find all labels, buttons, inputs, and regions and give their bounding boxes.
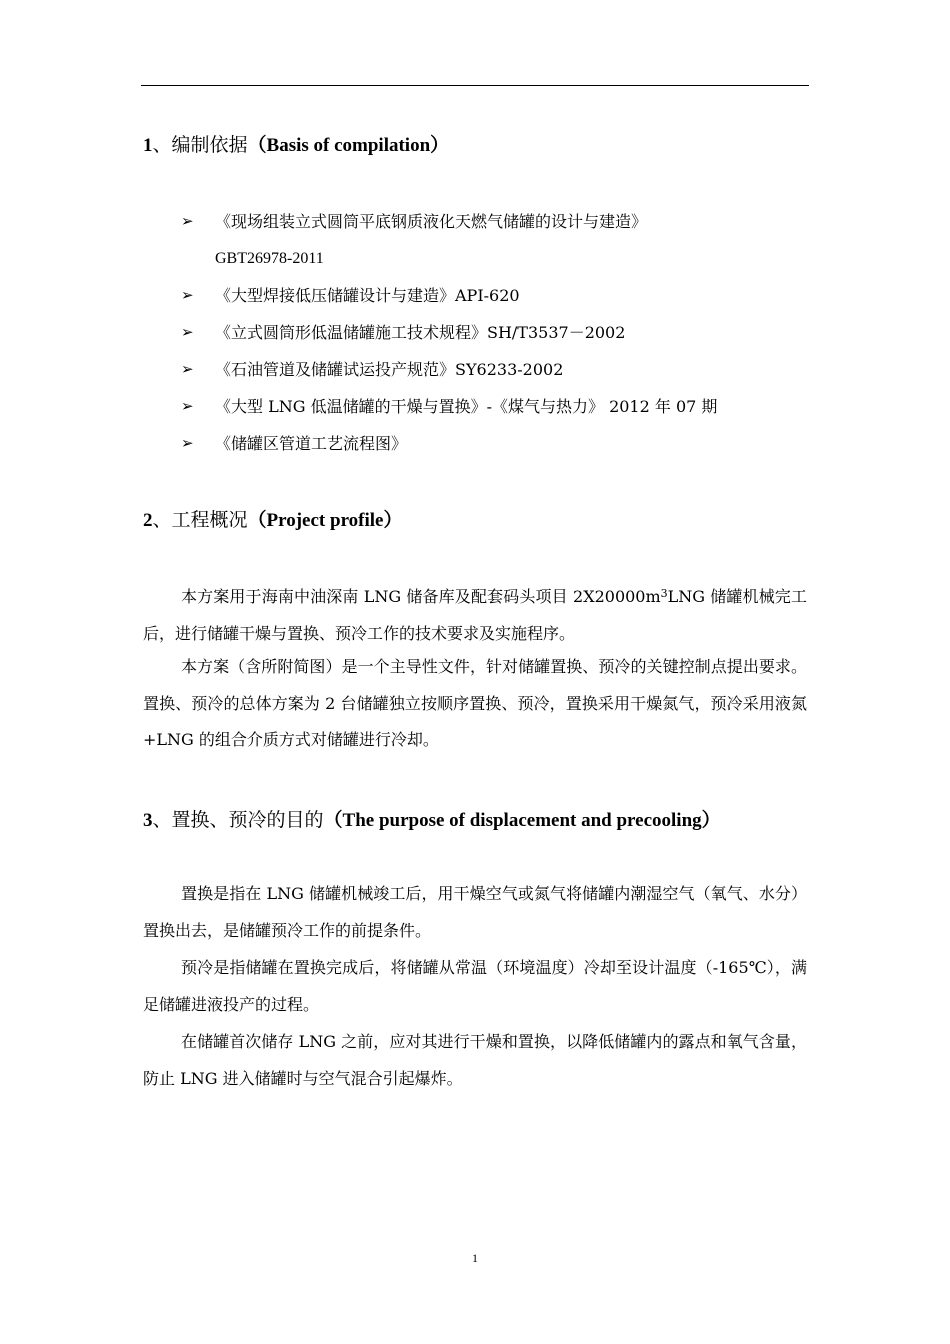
arrow-bullet-icon: ➢ xyxy=(181,397,194,415)
section-1-heading xyxy=(143,130,449,157)
section-3-title: 置换、预冷的目的 xyxy=(171,809,324,831)
reference-item xyxy=(143,425,807,462)
page-number: 1 xyxy=(472,1251,478,1265)
reference-text: 《现场组装立式圆筒平底钢质液化天燃气储罐的设计与建造》 xyxy=(215,212,648,231)
section-2-title-en: （Project profile） xyxy=(247,510,403,531)
reference-item xyxy=(143,351,807,388)
section-3-paragraph-2: 预冷是指储罐在置换完成后，将储罐从常温（环境温度）冷却至设计温度（-165℃），满足储罐进液投产的过程。 xyxy=(143,958,807,1014)
section-2-heading xyxy=(143,505,402,532)
reference-text: 《大型 LNG 低温储罐的干燥与置换》-《煤气与热力》 2012 年 07 期 xyxy=(215,397,718,416)
section-3-title-en: （The purpose of displacement and precooling） xyxy=(323,810,721,831)
arrow-bullet-icon: ➢ xyxy=(181,286,194,304)
superscript-text: 3 xyxy=(660,587,668,600)
header-rule xyxy=(141,85,809,86)
section-3-number: 3 xyxy=(143,810,153,831)
section-1-title-en: （Basis of compilation） xyxy=(247,135,450,156)
section-3-paragraph-3: 在储罐首次储存 LNG 之前，应对其进行干燥和置换，以降低储罐内的露点和氧气含量，防止 LNG 进入储罐时与空气混合引起爆炸。 xyxy=(143,1032,807,1088)
paragraph-text: 本方案用于海南中油深南 LNG 储备库及配套码头项目 2X20000m xyxy=(181,587,661,606)
section-3-heading xyxy=(143,805,721,832)
reference-text: 《石油管道及储罐试运投产规范》SY6233-2002 xyxy=(215,360,564,379)
reference-list xyxy=(143,203,807,462)
section-1-separator: 、 xyxy=(152,134,172,156)
paragraph-text: LNG 储罐机械完工后，进行储罐干燥与置换、预冷工作的技术要求及实施程序。 xyxy=(143,587,807,643)
section-1-title: 编制依据 xyxy=(171,134,248,156)
section-3-paragraph-1: 置换是指在 LNG 储罐机械竣工后，用干燥空气或氮气将储罐内潮湿空气（氧气、水分）置换出去，是储罐预冷工作的前提条件。 xyxy=(143,884,807,940)
reference-item xyxy=(143,314,807,351)
arrow-bullet-icon: ➢ xyxy=(181,212,194,230)
section-2-separator: 、 xyxy=(152,509,172,531)
reference-text: 《大型焊接低压储罐设计与建造》API-620 xyxy=(215,286,520,305)
section-1-number: 1 xyxy=(143,135,153,156)
section-2-paragraph-1 xyxy=(143,576,807,652)
reference-text: 《立式圆筒形低温储罐施工技术规程》SH/T3537－2002 xyxy=(215,323,626,342)
arrow-bullet-icon: ➢ xyxy=(181,360,194,378)
section-2-number: 2 xyxy=(143,510,153,531)
reference-item xyxy=(143,388,807,425)
reference-item xyxy=(143,277,807,314)
reference-item xyxy=(143,203,807,277)
section-2-paragraph-2: 本方案（含所附简图）是一个主导性文件，针对储罐置换、预冷的关键控制点提出要求。置换、预冷的总体方案为 2 台储罐独立按顺序置换、预冷，置换采用干燥氮气，预冷采用液氮+LNG 的组合介质方式对储罐进行冷却。 xyxy=(143,657,807,749)
reference-text-continued: GBT26978-2011 xyxy=(215,250,324,267)
arrow-bullet-icon: ➢ xyxy=(181,323,194,341)
section-2-title: 工程概况 xyxy=(171,509,248,531)
section-3-separator: 、 xyxy=(152,809,172,831)
arrow-bullet-icon: ➢ xyxy=(181,434,194,452)
reference-text: 《储罐区管道工艺流程图》 xyxy=(215,434,408,453)
